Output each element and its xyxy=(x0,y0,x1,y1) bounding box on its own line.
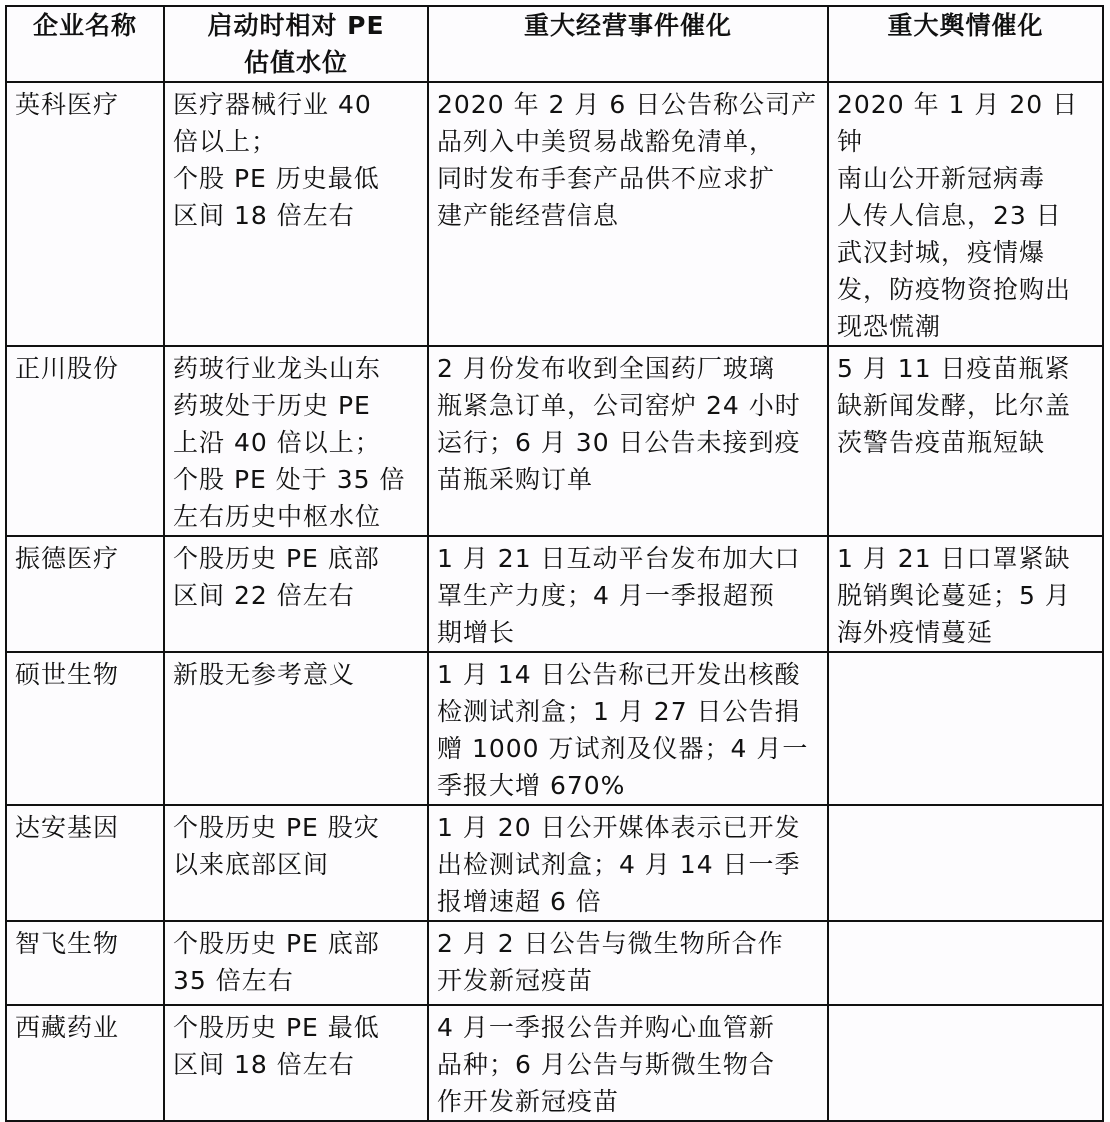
table-row xyxy=(6,652,1103,805)
header-text: 估值水位 xyxy=(243,48,348,77)
header-text: 重大经营事件催化 xyxy=(523,11,732,40)
cell-line: 1 月 14 日公告称已开发出核酸 xyxy=(437,660,801,689)
cell-line: 1 月 21 日互动平台发布加大口 xyxy=(437,544,801,573)
cell-line: 品种；6 月公告与斯微生物合 xyxy=(437,1050,775,1079)
cell-pe-level xyxy=(164,1005,428,1121)
cell-line: 海外疫情蔓延 xyxy=(837,618,994,647)
cell-line: 建产能经营信息 xyxy=(437,201,620,230)
cell-line: 个股 PE 历史最低 xyxy=(173,164,380,193)
cell-line: 作开发新冠疫苗 xyxy=(437,1087,620,1116)
header-text: 重大舆情催化 xyxy=(887,11,1044,40)
cell-line: 35 倍左右 xyxy=(173,966,294,995)
cell-line: 倍以上； xyxy=(173,127,278,156)
header-text: 启动时相对 PE xyxy=(207,11,385,40)
table-row xyxy=(6,921,1103,1005)
company-name: 智飞生物 xyxy=(15,929,120,958)
cell-line: 苗瓶采购订单 xyxy=(437,465,594,494)
table-header-row xyxy=(6,6,1103,82)
cell-line: 现恐慌潮 xyxy=(837,312,942,341)
cell-line: 个股 PE 处于 35 倍 xyxy=(173,465,406,494)
cell-business-events xyxy=(428,921,828,1005)
cell-pe-level xyxy=(164,536,428,652)
cell-line: 1 月 21 日口罩紧缺 xyxy=(837,544,1071,573)
cell-public-opinion xyxy=(828,82,1103,346)
cell-pe-level xyxy=(164,805,428,921)
cell-line: 区间 18 倍左右 xyxy=(173,201,355,230)
cell-line: 以来底部区间 xyxy=(173,850,330,879)
table-row xyxy=(6,346,1103,536)
header-business-events xyxy=(428,6,828,82)
table-row xyxy=(6,82,1103,346)
cell-line: 开发新冠疫苗 xyxy=(437,966,594,995)
cell-line: 报增速超 6 倍 xyxy=(437,887,602,916)
cell-line: 新股无参考意义 xyxy=(173,660,356,689)
cell-pe-level xyxy=(164,346,428,536)
cell-public-opinion-empty xyxy=(828,652,1103,805)
cell-line: 个股历史 PE 底部 xyxy=(173,929,380,958)
cell-pe-level xyxy=(164,921,428,1005)
cell-public-opinion-empty xyxy=(828,921,1103,1005)
cell-line: 罩生产力度；4 月一季报超预 xyxy=(437,581,775,610)
cell-public-opinion-empty xyxy=(828,805,1103,921)
cell-line: 2020 年 1 月 20 日钟 xyxy=(837,90,1079,156)
cell-line: 4 月一季报公告并购心血管新 xyxy=(437,1013,775,1042)
header-company-name xyxy=(6,6,164,82)
cell-line: 上沿 40 倍以上； xyxy=(173,428,381,457)
cell-line: 运行；6 月 30 日公告未接到疫 xyxy=(437,428,801,457)
header-public-opinion xyxy=(828,6,1103,82)
company-name: 英科医疗 xyxy=(15,90,120,119)
company-name: 西藏药业 xyxy=(15,1013,120,1042)
cell-line: 同时发布手套产品供不应求扩 xyxy=(437,164,776,193)
catalyst-table xyxy=(5,5,1104,1122)
cell-line: 脱销舆论蔓延；5 月 xyxy=(837,581,1071,610)
cell-line: 武汉封城，疫情爆 xyxy=(837,238,1046,267)
cell-line: 南山公开新冠病毒 xyxy=(837,164,1046,193)
cell-line: 个股历史 PE 最低 xyxy=(173,1013,380,1042)
cell-line: 医疗器械行业 40 xyxy=(173,90,372,119)
cell-company xyxy=(6,82,164,346)
company-name: 振德医疗 xyxy=(15,544,120,573)
cell-business-events xyxy=(428,82,828,346)
cell-company xyxy=(6,921,164,1005)
cell-line: 2 月 2 日公告与微生物所合作 xyxy=(437,929,784,958)
cell-line: 药玻行业龙头山东 xyxy=(173,354,382,383)
cell-business-events xyxy=(428,805,828,921)
cell-company xyxy=(6,652,164,805)
cell-line: 左右历史中枢水位 xyxy=(173,502,382,531)
company-name: 达安基因 xyxy=(15,813,120,842)
company-name: 正川股份 xyxy=(15,354,120,383)
cell-line: 期增长 xyxy=(437,618,516,647)
cell-pe-level xyxy=(164,82,428,346)
cell-line: 品列入中美贸易战豁免清单， xyxy=(437,127,776,156)
cell-line: 检测试剂盒；1 月 27 日公告捐 xyxy=(437,697,801,726)
cell-public-opinion xyxy=(828,536,1103,652)
cell-line: 区间 22 倍左右 xyxy=(173,581,355,610)
cell-line: 缺新闻发酵，比尔盖 xyxy=(837,391,1072,420)
cell-line: 季报大增 670% xyxy=(437,771,626,800)
cell-public-opinion xyxy=(828,346,1103,536)
cell-pe-level xyxy=(164,652,428,805)
cell-line: 5 月 11 日疫苗瓶紧 xyxy=(837,354,1071,383)
header-text: 企业名称 xyxy=(32,11,137,40)
cell-line: 茨警告疫苗瓶短缺 xyxy=(837,428,1046,457)
table-row xyxy=(6,536,1103,652)
cell-line: 发，防疫物资抢购出 xyxy=(837,275,1072,304)
cell-line: 出检测试剂盒；4 月 14 日一季 xyxy=(437,850,801,879)
cell-public-opinion-empty xyxy=(828,1005,1103,1121)
cell-company xyxy=(6,536,164,652)
table-row xyxy=(6,805,1103,921)
cell-line: 赠 1000 万试剂及仪器；4 月一 xyxy=(437,734,809,763)
cell-business-events xyxy=(428,1005,828,1121)
cell-company xyxy=(6,346,164,536)
cell-line: 人传人信息，23 日 xyxy=(837,201,1062,230)
cell-business-events xyxy=(428,652,828,805)
cell-business-events xyxy=(428,346,828,536)
cell-line: 2020 年 2 月 6 日公告称公司产 xyxy=(437,90,818,119)
cell-line: 1 月 20 日公开媒体表示已开发 xyxy=(437,813,801,842)
cell-company xyxy=(6,805,164,921)
company-name: 硕世生物 xyxy=(15,660,120,689)
cell-line: 个股历史 PE 股灾 xyxy=(173,813,380,842)
cell-business-events xyxy=(428,536,828,652)
cell-line: 2 月份发布收到全国药厂玻璃 xyxy=(437,354,775,383)
cell-line: 药玻处于历史 PE xyxy=(173,391,371,420)
cell-line: 个股历史 PE 底部 xyxy=(173,544,380,573)
cell-line: 区间 18 倍左右 xyxy=(173,1050,355,1079)
header-pe-level xyxy=(164,6,428,82)
table-row xyxy=(6,1005,1103,1121)
cell-line: 瓶紧急订单，公司窑炉 24 小时 xyxy=(437,391,801,420)
cell-company xyxy=(6,1005,164,1121)
